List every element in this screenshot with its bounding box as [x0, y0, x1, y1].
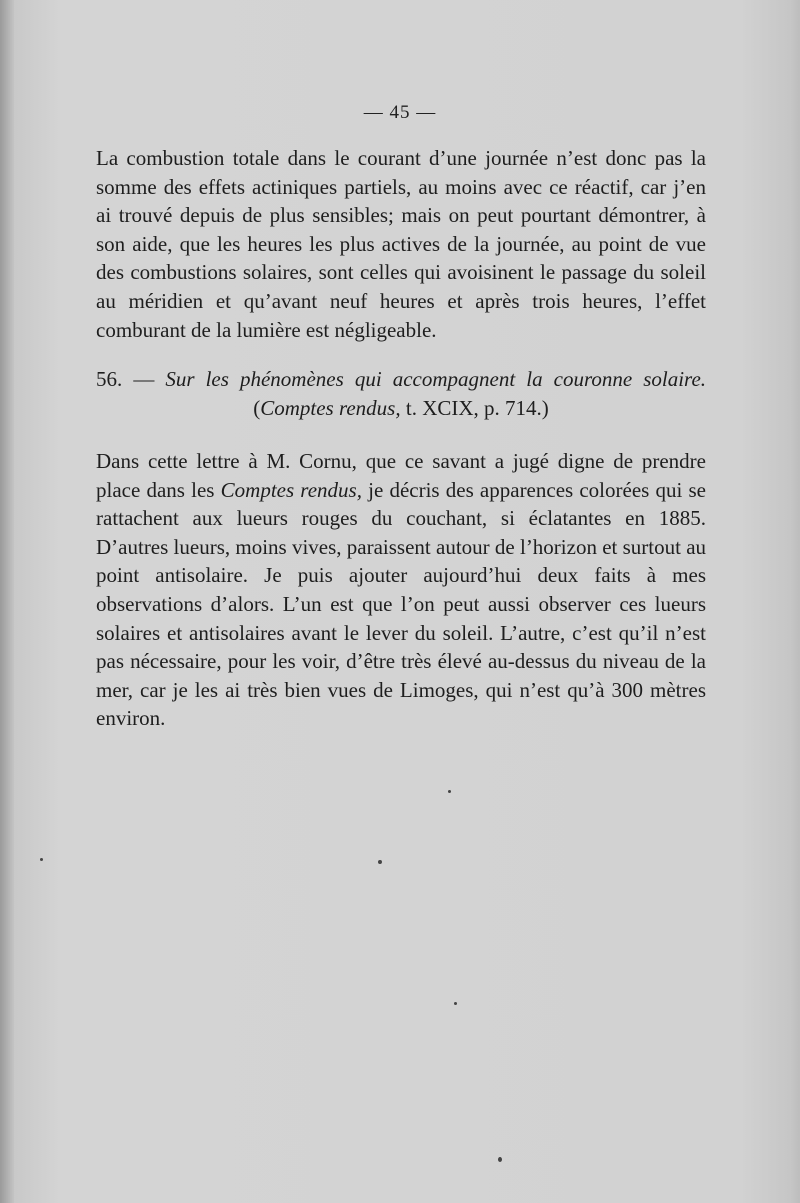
section-heading [96, 365, 706, 422]
ink-speck [40, 858, 43, 861]
ink-speck [498, 1157, 502, 1162]
page-number: — 45 — [363, 102, 437, 123]
paragraph-text-start: Dans cette lettre à M. Cornu, que ce savant a jugé digne de prendre place dans les [96, 449, 706, 502]
paragraph-cornu-letter [96, 447, 706, 733]
ink-speck [378, 860, 382, 864]
page-gutter-shadow [0, 0, 14, 1203]
paragraph-text-end: je décris des apparences colorées qui se rattachent aux lueurs rouges du couchant, si éclatantes en 1885. D’autres lueurs, moins vives, paraissent autour de l’horizon et surtout au point antisolaire. Je puis ajouter aujourd’hui deux faits à mes observations d’alors. L’un est que l’on peut aussi observer ces lueurs solaires et antisolaires avant le lever du soleil. L’autre, c’est qu’il n’est pas nécessaire, pour les voir, d’être très élevé au-dessus du niveau de la mer, car je les ai très bien vues de Limoges, qui n’est qu’à 300 mètres environ. [96, 477, 707, 731]
ink-speck [448, 790, 451, 793]
reference-volume-page: t. XCIX, p. 714.) [405, 395, 549, 420]
section-dash: — [133, 367, 155, 391]
section-reference [96, 394, 706, 423]
reference-open-paren: ( [253, 395, 261, 420]
section-number: 56. [96, 367, 123, 391]
section-title: Sur les phénomènes qui accompagnent la couronne solaire. [165, 367, 707, 391]
reference-journal: Comptes rendus, [260, 395, 401, 420]
ink-speck [454, 1002, 457, 1005]
paragraph-journal: Comptes rendus, [220, 477, 362, 502]
section-title-line [96, 365, 706, 394]
paragraph-combustion: La combustion totale dans le courant d’une journée n’est donc pas la somme des effets actiniques partiels, au moins avec ce réactif, car j’en ai trouvé depuis de plus sensibles; mais on peut pourtant démontrer, à son aide, que les heures les plus actives de la journée, au point de vue des combustions solaires, sont celles qui avoisinent le passage du soleil au méridien et qu’avant neuf heures et après trois heures, l’effet comburant de la lumière est négligeable. [96, 146, 706, 342]
